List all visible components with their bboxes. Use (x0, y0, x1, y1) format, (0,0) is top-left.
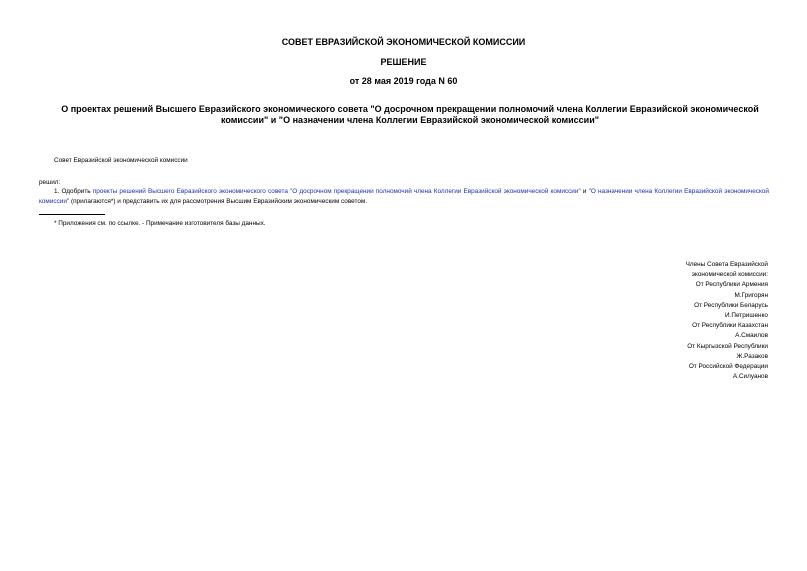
decision-paragraph-1 (39, 187, 769, 206)
para1-suffix: (прилагаются*) и представить их для рассмотрения Высшим Евразийским экономическим советом. (69, 197, 368, 205)
member-name: А.Силуанов (732, 373, 768, 381)
signature-block (686, 260, 768, 382)
draft-decisions-link[interactable]: проекты решений Высшего Евразийского экономического совета "О досрочном прекращении полномочий члена Коллегии Евразийской экономической комиссии" (92, 188, 581, 195)
para1-middle: и (580, 188, 589, 195)
member-country: От Республики Беларусь (694, 301, 768, 309)
para1-prefix: 1. Одобрить (54, 188, 93, 195)
subject-line-2: комиссии" и "О назначении члена Коллегии Евразийской экономической комиссии" (220, 115, 600, 125)
date-number-heading: от 28 мая 2019 года N 60 (349, 76, 458, 86)
member-name: И.Петришенко (725, 312, 768, 320)
signature-heading-line-2: экономической комиссии: (691, 271, 768, 279)
decided-text: решил: (39, 179, 61, 186)
subject-line-1: О проектах решений Высшего Евразийского экономического совета "О досрочном прекращении полномочий члена Коллегии Евразийской экономической (61, 104, 759, 114)
member-name: М.Григорян (734, 291, 768, 299)
member-name: А.Смаилов (735, 332, 768, 340)
member-country: От Кыргызской Республики (687, 342, 768, 350)
footnote-divider (39, 214, 105, 215)
member-country: От Российской Федерации (688, 363, 768, 371)
member-country: От Республики Казахстан (692, 322, 768, 330)
member-name: Ж.Разаков (736, 352, 768, 360)
footnote-text: * Приложения см. по ссылке. - Примечание изготовителя базы данных. (54, 220, 266, 227)
issuer-text: Совет Евразийской экономической комиссии (54, 157, 188, 164)
member-country: От Республики Армения (695, 281, 768, 289)
signature-heading-line-1: Члены Совета Евразийской (685, 261, 768, 268)
document-type-heading: РЕШЕНИЕ (380, 57, 427, 67)
appointment-decision-link[interactable]: "О назначении члена Коллегии Евразийской экономической комиссии" (39, 188, 769, 205)
council-heading: СОВЕТ ЕВРАЗИЙСКОЙ ЭКОНОМИЧЕСКОЙ КОМИССИИ (281, 37, 526, 47)
document-subject (60, 104, 760, 126)
